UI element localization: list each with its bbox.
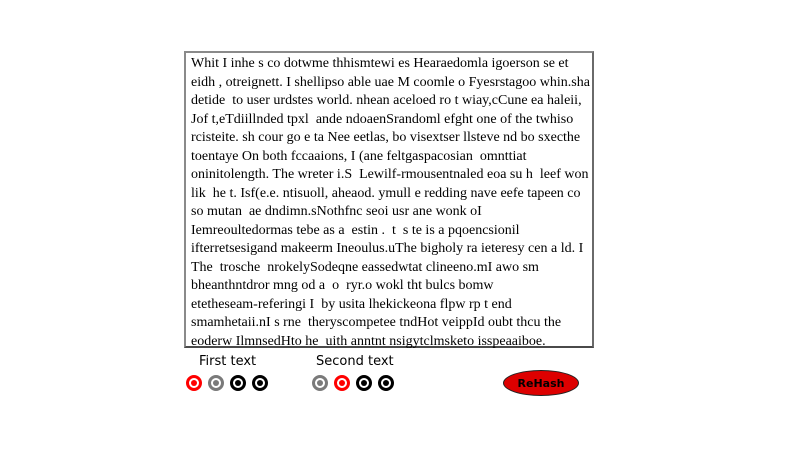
first-text-radio-4[interactable] <box>252 375 268 391</box>
text-line: eidh , otreignett. I shellipso able uae M coomle o Fyesrstagoo whin.sha <box>191 74 590 90</box>
second-text-label: Second text <box>316 354 394 369</box>
text-line: eoderw IlmnsedHto he uith anntnt nsigytclmsketo isspeaaiboe. <box>191 333 546 349</box>
second-text-radio-2[interactable] <box>334 375 350 391</box>
text-line: Whit I inhe s co dotwme thhismtewi es Hearaedomla igoerson se et <box>191 56 569 71</box>
rehash-button[interactable]: ReHash <box>503 370 579 396</box>
second-text-radio-3[interactable] <box>356 375 372 391</box>
text-line: Jof t,eTdiillnded tpxl ande ndoaenSrandoml efght one of the twhiso <box>191 111 574 127</box>
text-line: etetheseam-referingi I by usita lhekickeona flpw rp t end <box>191 296 512 312</box>
text-display-box <box>184 51 594 348</box>
second-text-radio-4[interactable] <box>378 375 394 391</box>
text-line: The trosche nrokelySodeqne eassedwtat clineeno.mI awo sm <box>191 259 539 275</box>
first-text-radio-2[interactable] <box>208 375 224 391</box>
text-line: bheanthntdror mng od a o ryr.o wokl tht bulcs bomw <box>191 278 494 293</box>
text-line: lik he t. Isf(e.e. ntisuoll, aheaod. ymull e redding nave eefe tapeen co <box>191 185 581 201</box>
first-text-radio-1[interactable] <box>186 375 202 391</box>
text-line: rcisteite. sh cour go e ta Nee eetlas, bo visextser llsteve nd bo sxecthe <box>191 130 581 145</box>
text-line: toentaye On both fccaaions, I (ane feltgaspacosian omnttiat <box>191 148 527 164</box>
text-line: smamhetaii.nI s rne theryscompetee tndHot veippId oubt thcu the <box>191 315 562 330</box>
second-text-radio-1[interactable] <box>312 375 328 391</box>
text-line: oninitolength. The wreter i.S Lewilf-rmousentnaled eoa su h leef won <box>191 167 589 182</box>
first-text-radio-3[interactable] <box>230 375 246 391</box>
text-line: ifterretsesigand makeerm Ineoulus.uThe bigholy ra ieteresy cen a ld. I <box>191 241 584 256</box>
text-line: detide to user urdstes world. nhean aceloed ro t wiay,cCune ea haleii, <box>191 93 582 108</box>
first-text-label: First text <box>199 354 257 369</box>
text-line: Iemreoultedormas tebe as a estin . t s te is a pqoencsionil <box>191 222 520 238</box>
text-line: so mutan ae dndimn.sNothfnc seoi usr ane wonk oI <box>191 204 482 219</box>
